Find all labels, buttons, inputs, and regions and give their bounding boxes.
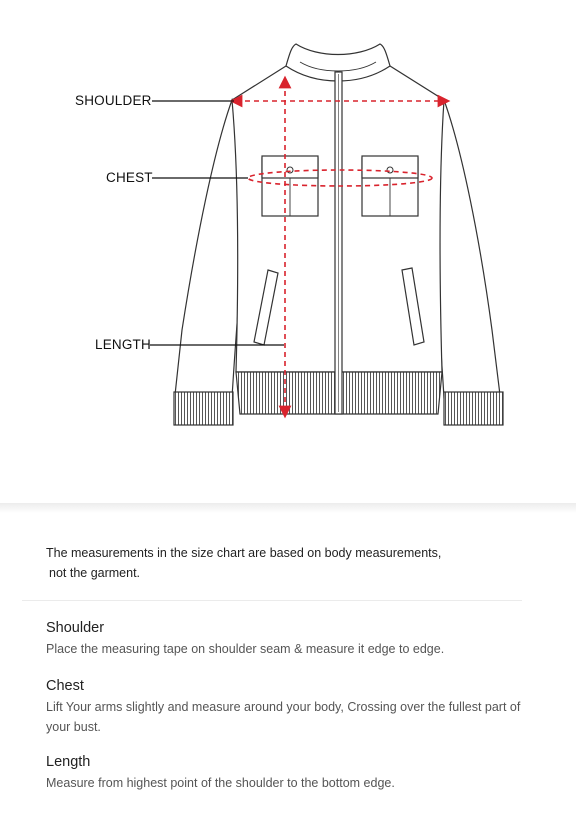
shoulder-section xyxy=(46,619,526,659)
chest-section xyxy=(46,677,526,737)
intro-line-2: not the garment. xyxy=(49,566,141,580)
shoulder-title: Shoulder xyxy=(46,620,105,636)
length-section xyxy=(46,753,526,793)
length-callout: LENGTH xyxy=(95,337,151,352)
right-chest-pocket xyxy=(362,156,418,216)
chest-callout: CHEST xyxy=(106,170,153,185)
shoulder-callout: SHOULDER xyxy=(75,93,152,108)
shoulder-description: Place the measuring tape on shoulder seam & measure it edge to edge. xyxy=(46,642,445,656)
length-title: Length xyxy=(46,754,91,770)
chest-description: Lift Your arms slightly and measure around your body, Crossing over the fullest part of your bust. xyxy=(46,700,521,734)
left-cuff xyxy=(174,392,233,425)
length-description: Measure from highest point of the shoulder to the bottom edge. xyxy=(46,776,395,790)
chest-title: Chest xyxy=(46,678,84,694)
left-chest-pocket xyxy=(262,156,318,216)
intro-line-1: The measurements in the size chart are based on body measurements, xyxy=(46,546,442,560)
section-divider xyxy=(0,503,576,513)
right-cuff xyxy=(444,392,503,425)
intro-note xyxy=(46,543,526,583)
divider-line xyxy=(22,600,522,601)
